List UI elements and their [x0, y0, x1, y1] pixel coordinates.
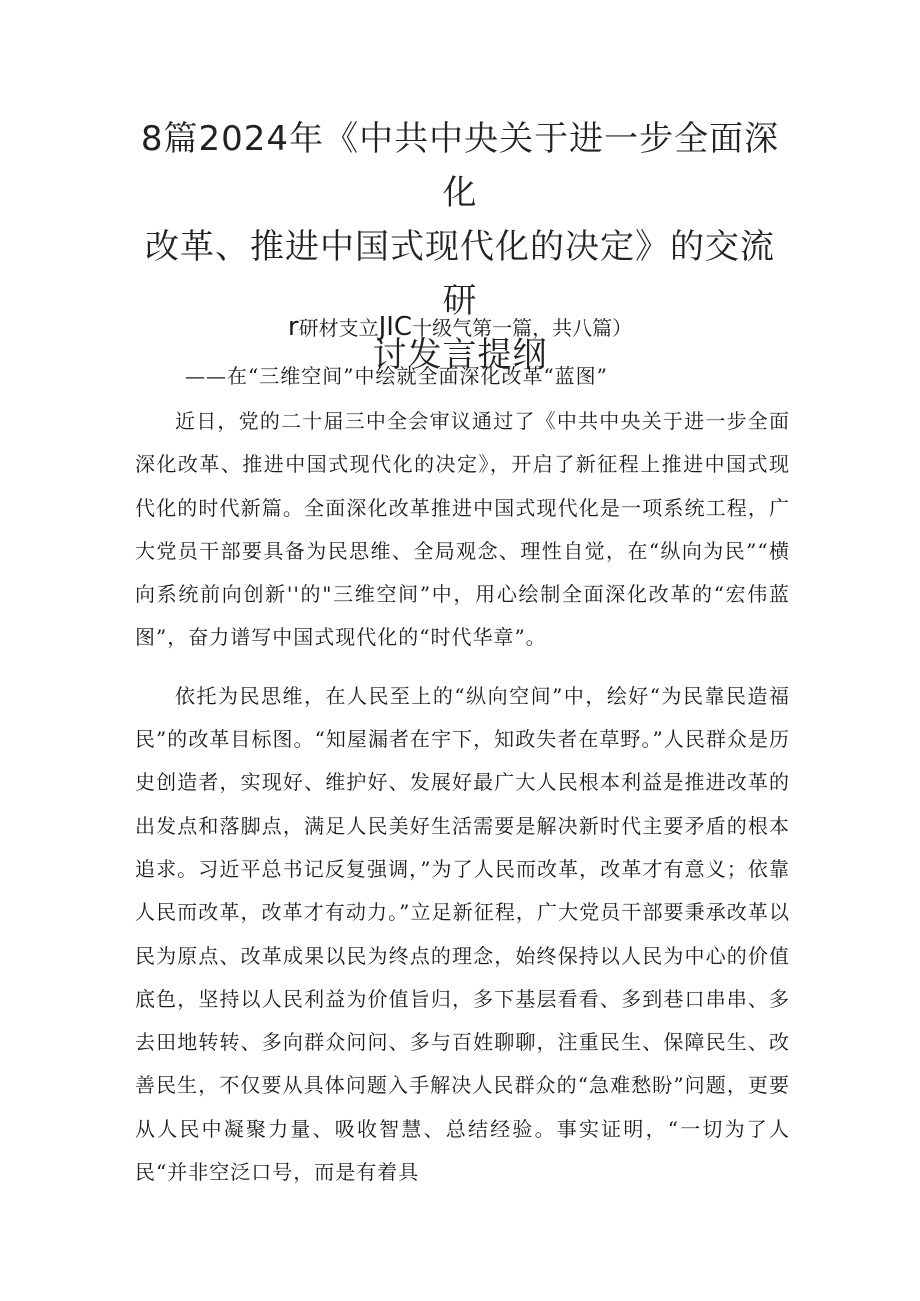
title-line-1: 8篇2024年《中共中央关于进一步全面深化: [140, 119, 780, 213]
paragraph-2: 依托为民思维，在人民至上的“纵向空间”中，绘好“为民靠民造福民”的改革目标图。“知屋漏者在宇下，知政失者在草野。”人民群众是历史创造者，实现好、维护好、发展好最广大人民根本利益是推进改革的出发点和落脚点，满足人民美好生活需要是解决新时代主要矛盾的根本追求。习近平总书记反复强调，”为了人民而改革，改革才有意义；依靠人民而改革，改革才有动力。”立足新征程，广大党员干部要秉承改革以民为原点、改革成果以民为终点的理念，始终保持以人民为中心的价值底色，坚持以人民利益为价值旨归，多下基层看看、多到巷口串串、多去田地转转、多向群众问问、多与百姓聊聊，注重民生、保障民生、改善民生，不仅要从具体问题入手解决人民群众的“急难愁盼”问题，更要从人民中凝聚力量、吸收智慧、总结经验。事实证明，“一切为了人民“并非空泛口号，而是有着具: [135, 683, 790, 1185]
subtitle-mid-1: 研材支立: [298, 316, 379, 340]
series-subtitle: [130, 312, 790, 343]
section-heading: ——在“三维空间”中绘就全面深化改革“蓝图”: [185, 364, 608, 388]
paragraph-1: 近日，党的二十届三中全会审议通过了《中共中央关于进一步全面深化改革、推进中国式现代化的决定》，开启了新征程上推进中国式现代化的时代新篇。全面深化改革推进中国式现代化是一项系统工程，广大党员干部要具备为民思维、全局观念、理性自觉，在“纵向为民”“横向系统前向创新''的"三维空间”中，用心绘制全面深化改革的“宏伟蓝图”，奋力谱写中国式现代化的“时代华章”。: [135, 409, 790, 650]
body-text: [135, 400, 790, 1194]
title-line-2: 改革、推进中国式现代化的决定》的交流研: [145, 227, 775, 321]
title-line-3: 讨发言提纲: [372, 335, 548, 375]
subtitle-prefix: r: [287, 312, 299, 342]
subtitle-mid-2: 十级气第一篇，共八篇）: [412, 316, 633, 340]
subtitle-big: JIC: [378, 312, 413, 342]
